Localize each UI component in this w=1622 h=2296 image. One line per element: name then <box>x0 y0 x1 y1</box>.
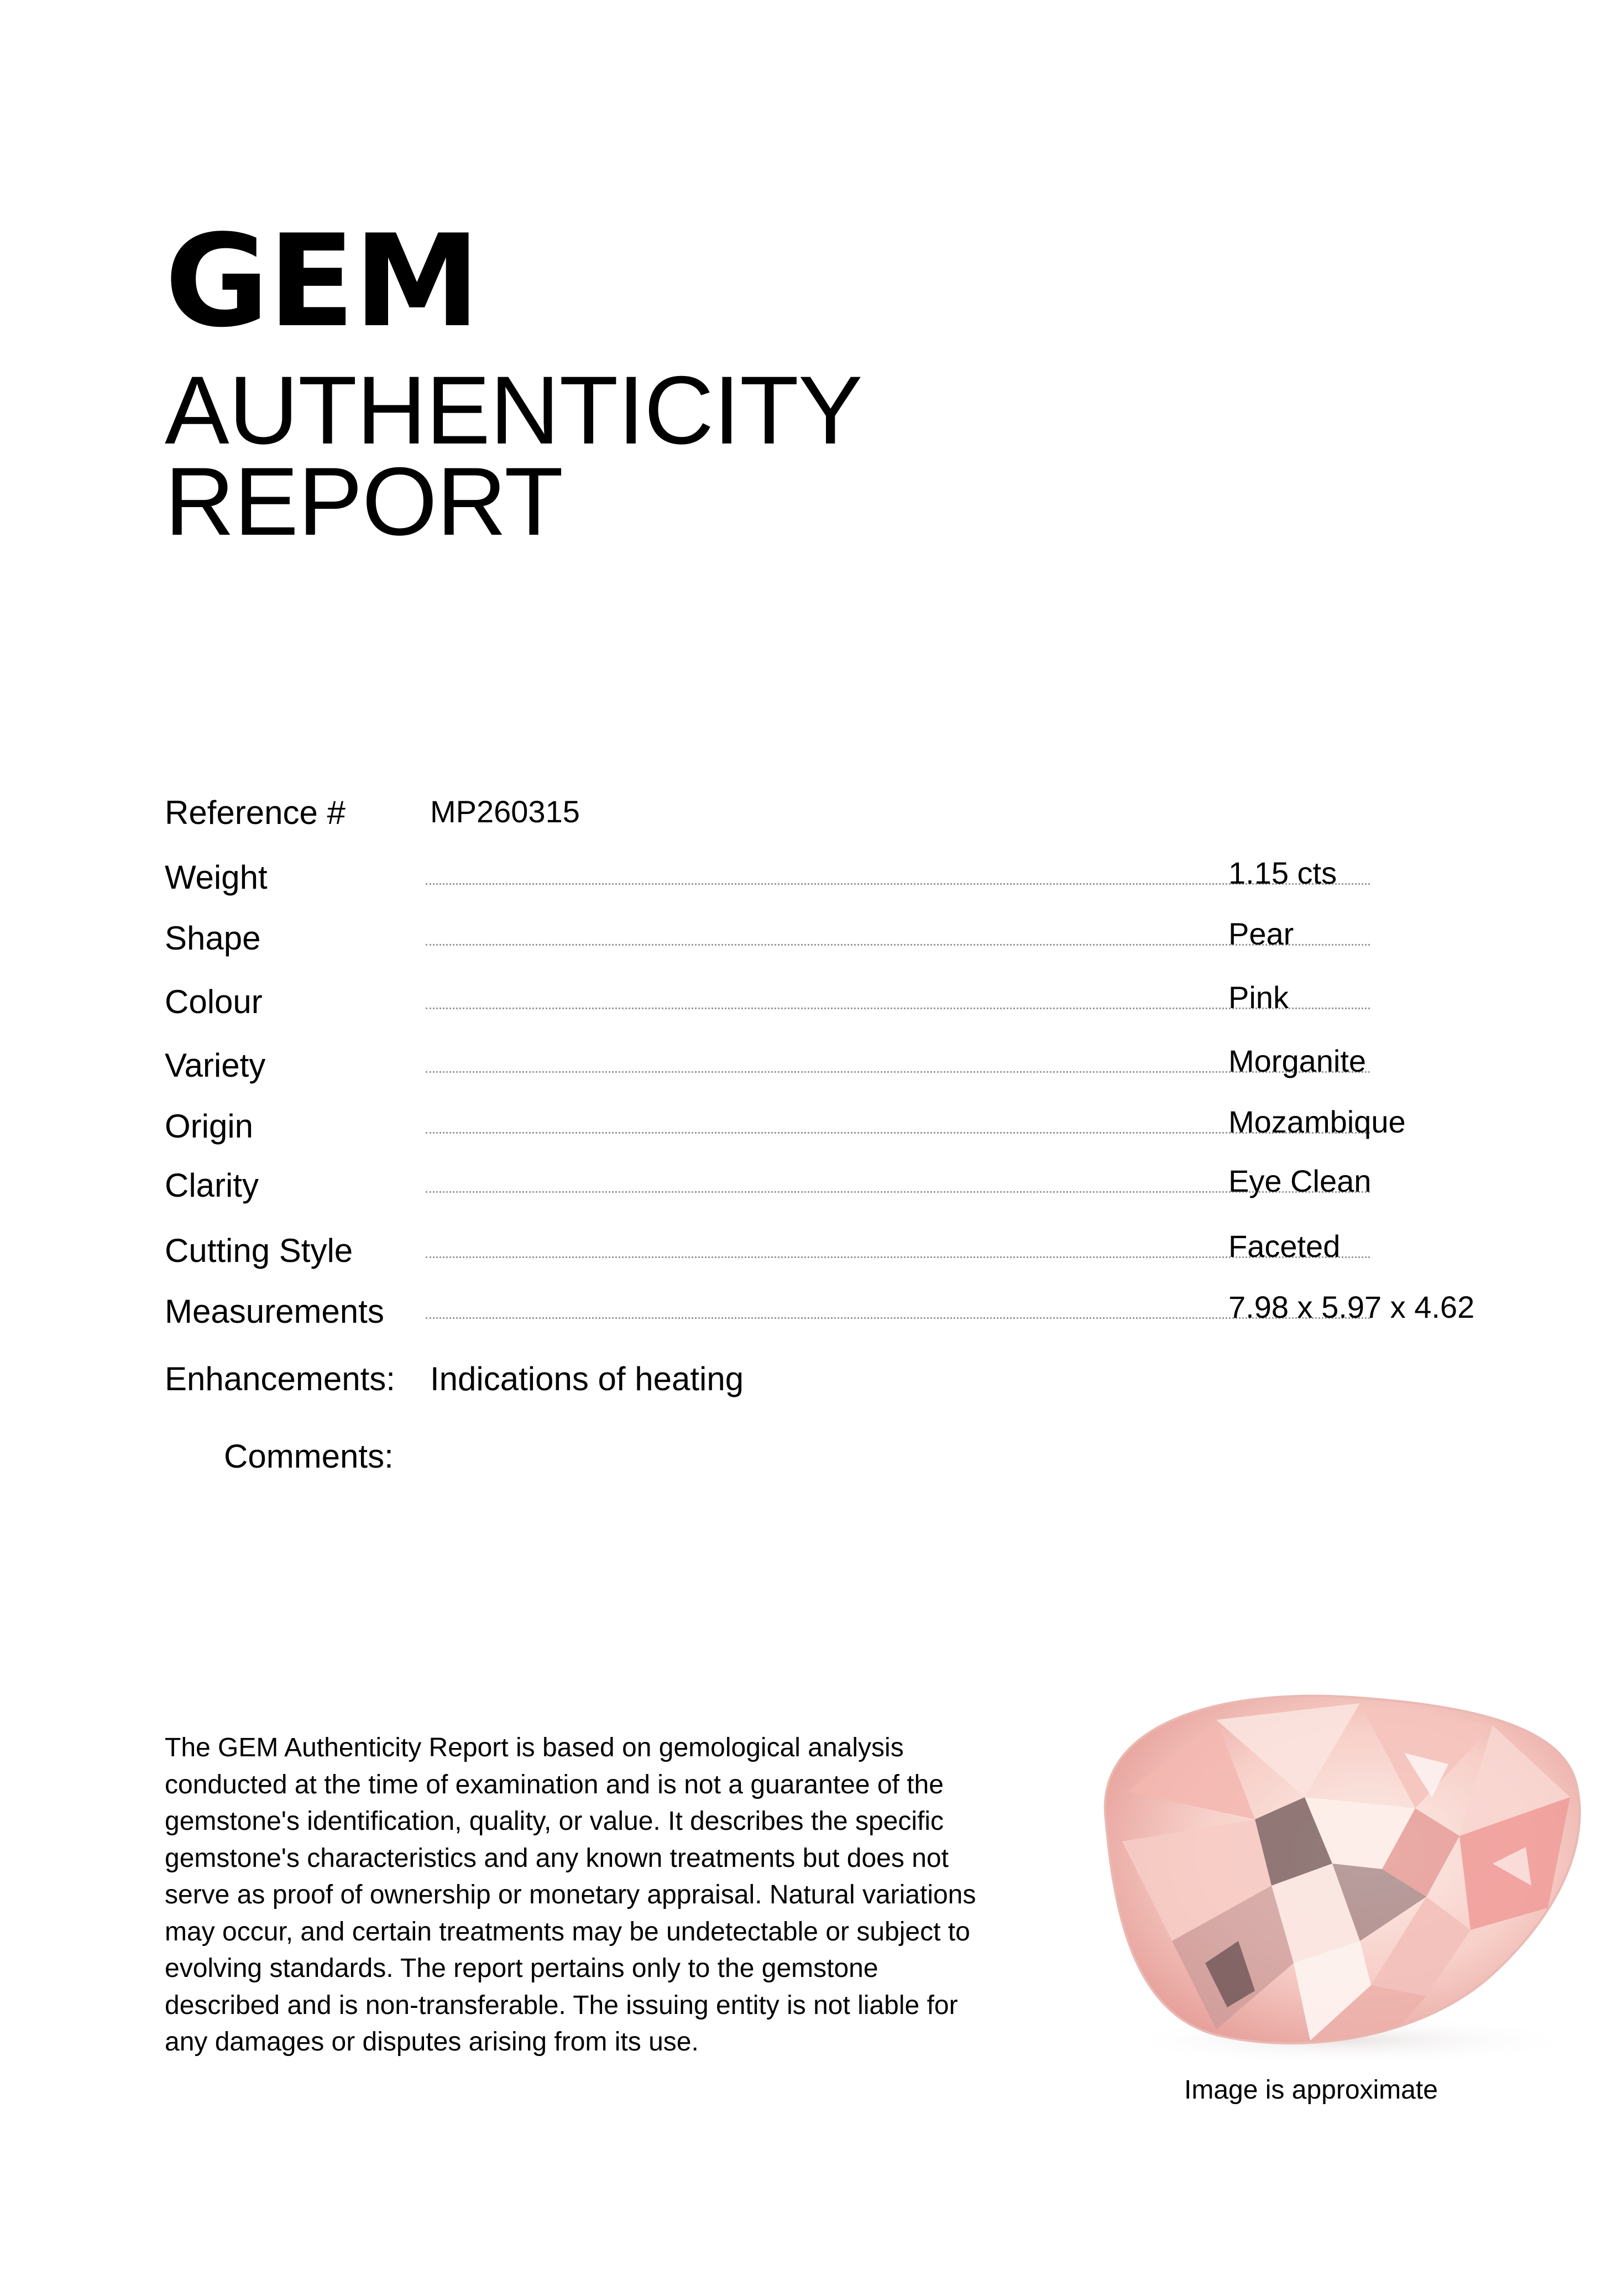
reference-value: MP260315 <box>430 794 580 829</box>
spec-row-origin <box>165 1104 1492 1149</box>
spec-value: Morganite <box>1228 1043 1367 1078</box>
spec-row-shape <box>165 916 1492 961</box>
report-subtitle-line1: AUTHENTICITY <box>165 357 862 465</box>
spec-value: 1.15 cts <box>1228 855 1337 890</box>
spec-row-measurements <box>165 1290 1492 1334</box>
spec-label: Measurements <box>165 1293 384 1330</box>
spec-row-weight <box>165 855 1492 900</box>
spec-value: Mozambique <box>1228 1104 1406 1139</box>
comments-label: Comments: <box>224 1438 394 1475</box>
spec-row-clarity <box>165 1163 1492 1208</box>
spec-label: Shape <box>165 920 261 957</box>
spec-value: Eye Clean <box>1228 1163 1372 1198</box>
spec-row-colour <box>165 980 1492 1024</box>
spec-label: Origin <box>165 1108 254 1145</box>
report-subtitle <box>165 357 862 556</box>
enhancements-value: Indications of heating <box>430 1360 744 1397</box>
reference-label: Reference # <box>165 794 346 831</box>
spec-label: Cutting Style <box>165 1232 353 1269</box>
spec-label: Variety <box>165 1047 266 1084</box>
enhancements-label: Enhancements: <box>165 1360 395 1397</box>
spec-label: Clarity <box>165 1167 259 1204</box>
spec-value: 7.98 x 5.97 x 4.62 <box>1228 1290 1475 1324</box>
spec-row-variety <box>165 1043 1492 1088</box>
disclaimer-text: The GEM Authenticity Report is based on gemological analysis conducted at the time of examination and is not a guarantee of the gemstone's identification, quality, or value. It describes the specific gemstone's characteristics and any known treatments but does not serve as proof of ownership or monetary appraisal. Natural variations may occur, and certain treatments may be undetectable or subject to evolving standards. The report pertains only to the gemstone described and is non-transferable. The issuing entity is not liable for any damages or disputes arising from its use. <box>165 1733 976 2057</box>
spec-value: Pink <box>1228 980 1289 1015</box>
spec-value: Faceted <box>1228 1229 1341 1264</box>
report-title: GEM <box>165 208 479 356</box>
pear-morganite-gem-icon <box>1072 1653 1603 2074</box>
report-subtitle-line2: REPORT <box>165 448 563 556</box>
spec-row-cutting-style <box>165 1229 1492 1273</box>
spec-label: Colour <box>165 983 263 1020</box>
gem-illustration <box>1072 1653 1603 2074</box>
spec-value: Pear <box>1228 916 1294 951</box>
image-caption: Image is approximate <box>1184 2075 1438 2105</box>
spec-label: Weight <box>165 859 268 896</box>
